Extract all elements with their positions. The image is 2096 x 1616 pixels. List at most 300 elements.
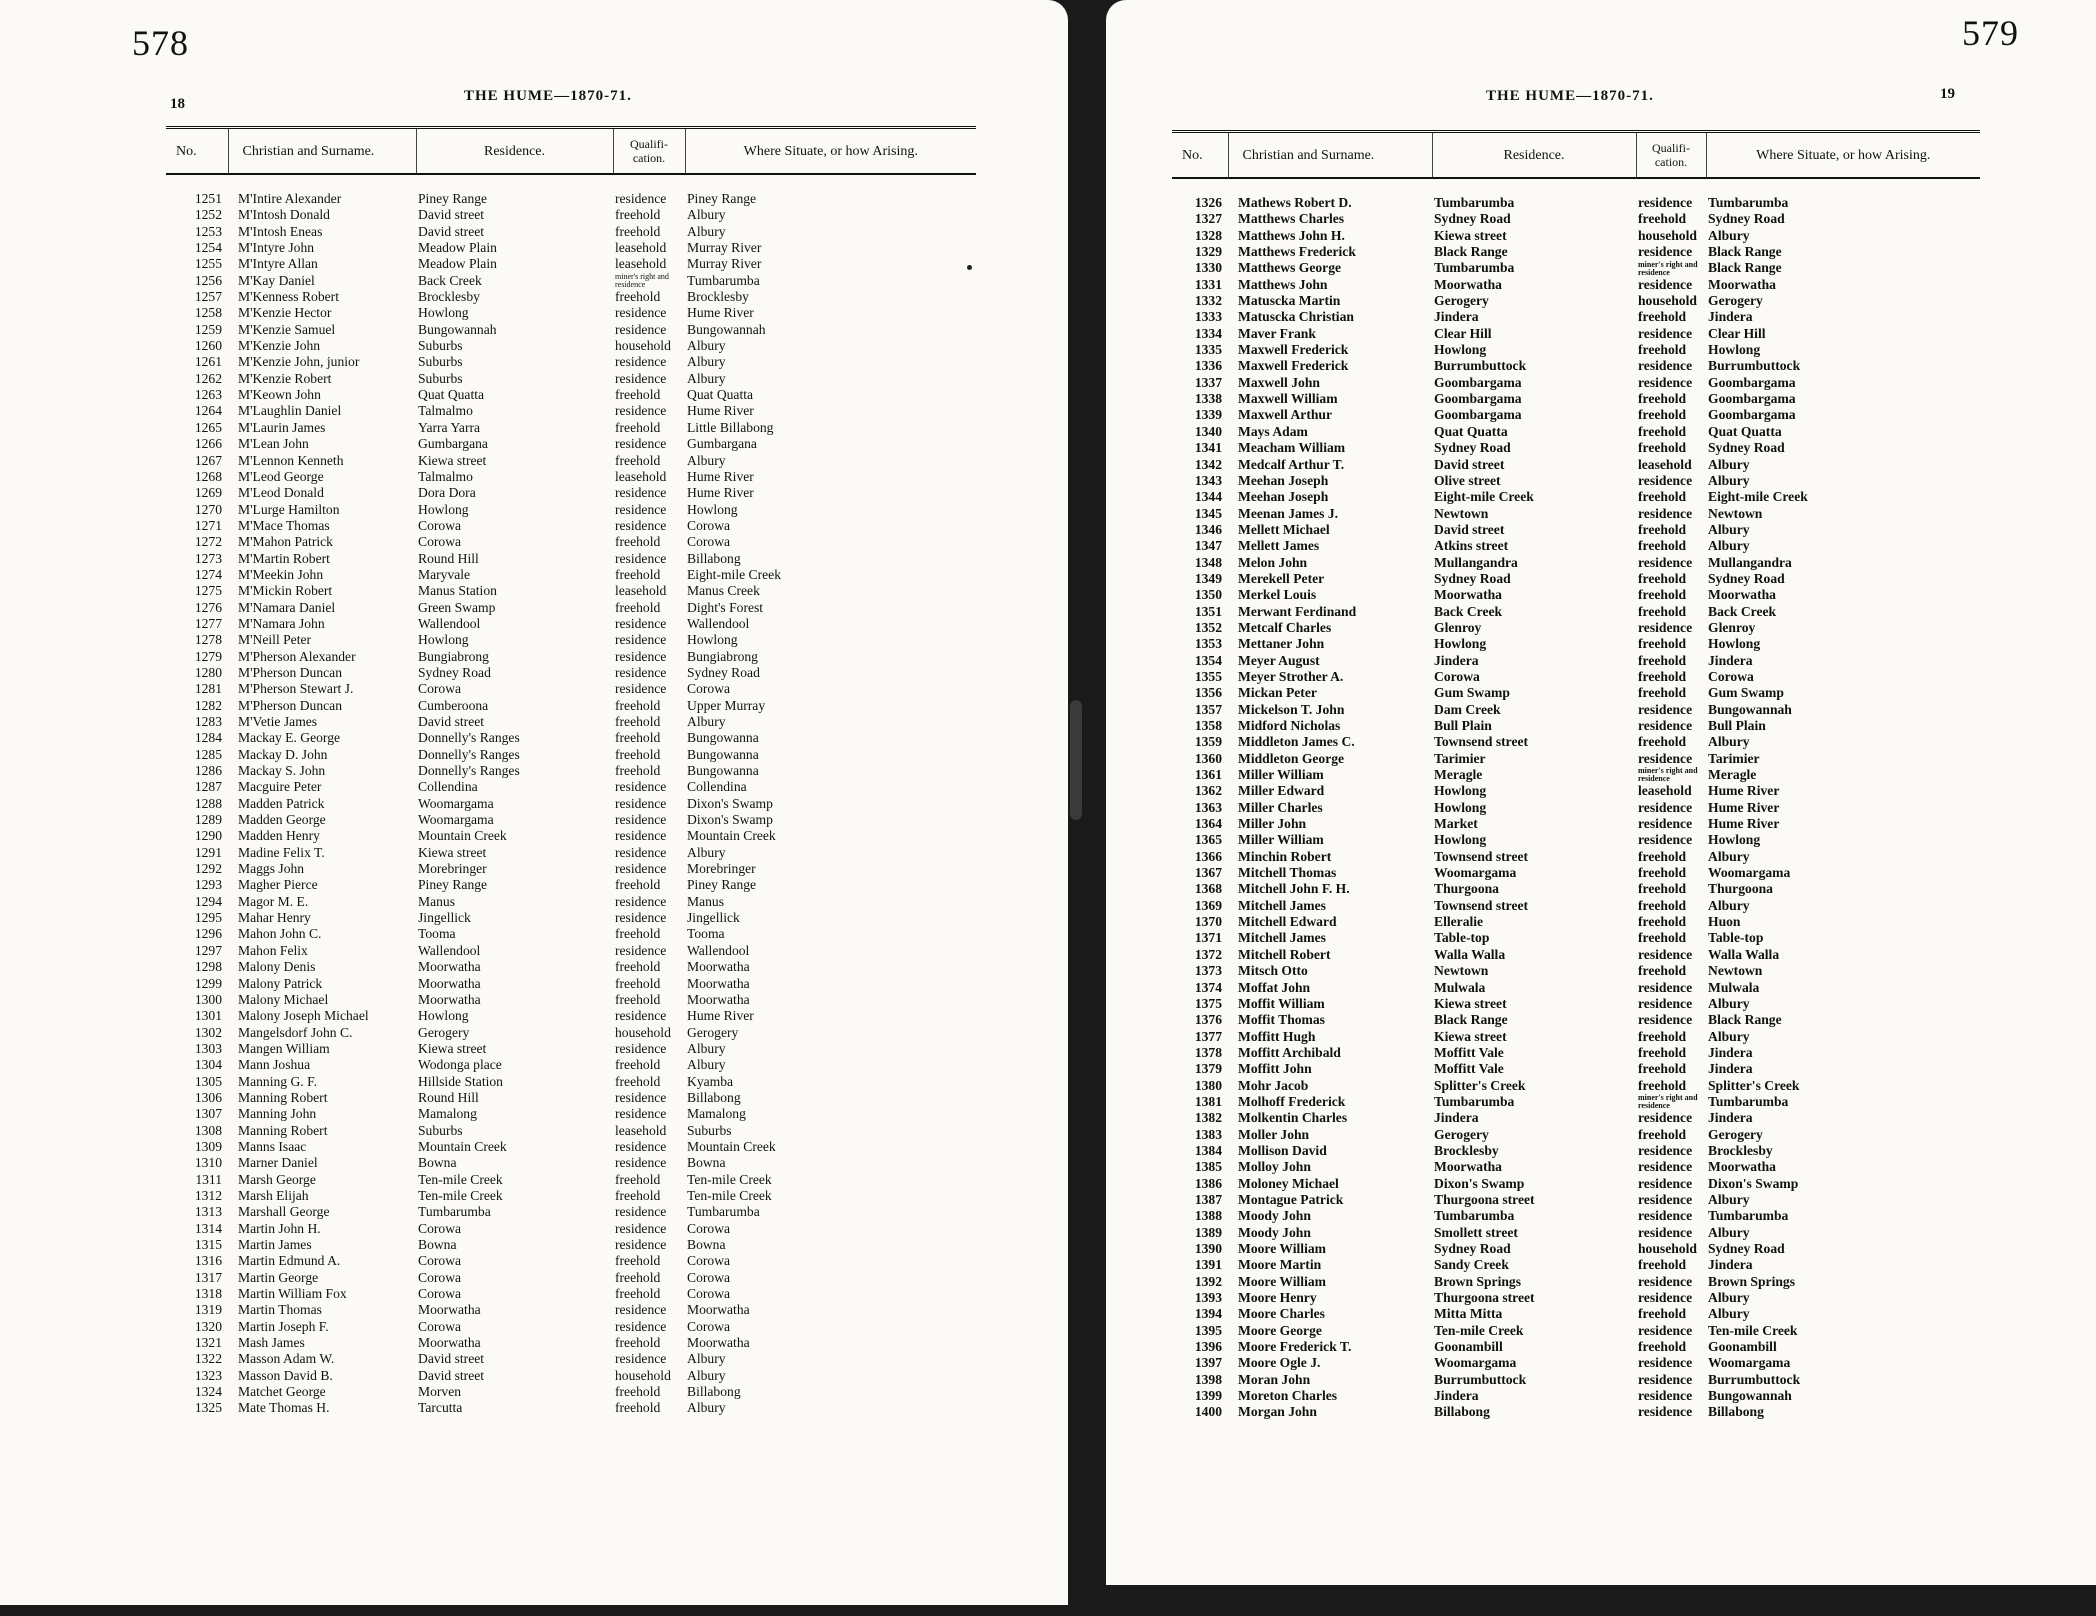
entry-name: Maggs John	[238, 861, 305, 877]
entry-residence: Jindera	[1434, 652, 1479, 668]
entry-situation: Tumbarumba	[1708, 1093, 1789, 1109]
entry-name: Marshall George	[238, 1204, 330, 1220]
table-row	[166, 779, 976, 795]
entry-situation: Bungowanna	[687, 763, 759, 779]
entry-number: 1280	[194, 664, 222, 680]
entry-name: Madden Henry	[238, 828, 320, 844]
entry-residence: Round Hill	[418, 550, 479, 566]
entry-residence: Suburbs	[418, 370, 463, 386]
entry-name: Matuscka Christian	[1238, 309, 1354, 325]
entry-situation: Splitter's Creek	[1708, 1077, 1800, 1093]
entry-name: Metcalf Charles	[1238, 619, 1332, 635]
entry-name: Meehan Joseph	[1238, 489, 1329, 505]
entry-qualification: residence	[615, 436, 667, 452]
entry-qualification: residence	[615, 354, 667, 370]
entry-name: Molloy John	[1238, 1159, 1311, 1175]
entry-qualification: residence	[615, 1008, 667, 1024]
entry-number: 1318	[194, 1286, 222, 1302]
entry-qualification: miner's right and residence	[1638, 260, 1698, 277]
entry-qualification: freehold	[1638, 1257, 1687, 1273]
entry-name: Moffit William	[1238, 995, 1325, 1011]
entry-situation: Albury	[687, 338, 726, 354]
entry-name: Mahon John C.	[238, 926, 322, 942]
entry-name: Maxwell John	[1238, 374, 1320, 390]
entry-name: Molkentin Charles	[1238, 1110, 1348, 1126]
entry-number: 1396	[1194, 1339, 1222, 1355]
entry-residence: Smollett street	[1434, 1224, 1518, 1240]
entry-number: 1394	[1194, 1306, 1222, 1322]
entry-number: 1360	[1194, 750, 1222, 766]
entry-residence: Morebringer	[418, 861, 487, 877]
entry-residence: Corowa	[418, 1269, 462, 1285]
entry-qualification: residence	[1638, 1371, 1693, 1387]
entry-number: 1345	[1194, 505, 1222, 521]
entry-qualification: residence	[615, 1351, 667, 1367]
entry-number: 1306	[194, 1089, 222, 1105]
table-row	[166, 420, 976, 436]
entry-qualification: freehold	[615, 877, 661, 893]
table-row	[1172, 1176, 1980, 1192]
entry-number: 1336	[1194, 358, 1222, 374]
entry-qualification: miner's right and residence	[1638, 767, 1698, 784]
entry-situation: Clear Hill	[1708, 325, 1766, 341]
column-header-situation: Where Situate, or how Arising.	[685, 128, 976, 175]
table-row	[1172, 963, 1980, 979]
entry-number: 1341	[1194, 440, 1222, 456]
entry-name: Mackay D. John	[238, 746, 328, 762]
entry-name: Masson Adam W.	[238, 1351, 335, 1367]
table-row	[1172, 277, 1980, 293]
entry-name: Matuscka Martin	[1238, 293, 1341, 309]
entry-residence: Sandy Creek	[1434, 1257, 1509, 1273]
entry-number: 1325	[194, 1400, 222, 1416]
table-row	[1172, 1225, 1980, 1241]
entry-name: Moloney Michael	[1238, 1175, 1339, 1191]
entry-residence: Table-top	[1434, 930, 1490, 946]
entry-number: 1367	[1194, 865, 1222, 881]
right-page	[1106, 0, 2096, 1585]
table-row	[1172, 506, 1980, 522]
entry-number: 1340	[1194, 423, 1222, 439]
entry-number: 1348	[1194, 554, 1222, 570]
entry-qualification: household	[1638, 227, 1697, 243]
entry-qualification: freehold	[1638, 668, 1687, 684]
entry-name: Moore Ogle J.	[1238, 1355, 1321, 1371]
entry-number: 1379	[1194, 1061, 1222, 1077]
entry-name: Miller John	[1238, 816, 1307, 832]
entry-situation: Gum Swamp	[1708, 685, 1784, 701]
entry-residence: Piney Range	[418, 191, 488, 206]
table-row	[1172, 1078, 1980, 1094]
entry-name: Malony Denis	[238, 959, 316, 975]
table-row	[1172, 1208, 1980, 1224]
entry-number: 1349	[1194, 570, 1222, 586]
entry-residence: Corowa	[418, 534, 462, 550]
entry-qualification: residence	[615, 191, 667, 206]
entry-residence: Moorwatha	[418, 991, 481, 1007]
entry-situation: Bowna	[687, 1237, 726, 1252]
table-row	[1172, 1045, 1980, 1061]
entry-residence: Moorwatha	[418, 959, 481, 975]
entry-residence: Bungiabrong	[418, 648, 489, 664]
entry-qualification: leasehold	[1638, 456, 1692, 472]
entry-name: Merwant Ferdinand	[1238, 603, 1357, 619]
entry-number: 1333	[1194, 309, 1222, 325]
entry-residence: Woomargama	[418, 812, 494, 828]
table-row	[1172, 407, 1980, 423]
table-row	[1172, 571, 1980, 587]
entry-name: M'Kenzie Samuel	[238, 321, 336, 337]
entry-name: Moody John	[1238, 1224, 1311, 1240]
entry-number: 1281	[194, 681, 222, 697]
entry-number: 1328	[1194, 227, 1222, 243]
entry-residence: Newtown	[1434, 963, 1489, 979]
entry-situation: Corowa	[687, 534, 731, 550]
entry-situation: Hume River	[687, 485, 754, 501]
entry-situation: Sydney Road	[1708, 1241, 1785, 1256]
entry-qualification: residence	[615, 1155, 667, 1171]
entry-number: 1357	[1194, 701, 1222, 717]
entry-qualification: residence	[615, 1220, 667, 1236]
entry-residence: Eight-mile Creek	[1434, 489, 1534, 505]
entry-residence: Howlong	[1434, 342, 1487, 358]
entry-number: 1372	[1194, 946, 1222, 962]
entry-number: 1364	[1194, 816, 1222, 832]
table-row	[166, 845, 976, 861]
entry-situation: Albury	[687, 1367, 726, 1383]
entry-situation: Wallendool	[687, 942, 750, 958]
entry-name: M'Intyre John	[238, 240, 315, 256]
entry-qualification: residence	[1638, 1290, 1693, 1306]
table-row	[166, 387, 976, 403]
entry-qualification: freehold	[615, 534, 661, 550]
entry-situation: Sydney Road	[1708, 440, 1785, 456]
entry-residence: Gerogery	[1434, 1126, 1489, 1142]
entry-name: M'Leod Donald	[238, 485, 324, 501]
table-row	[166, 1221, 976, 1237]
entry-number: 1282	[194, 697, 222, 713]
entry-name: Moore William	[1238, 1273, 1326, 1289]
table-row	[1172, 604, 1980, 620]
entry-residence: Moorwatha	[418, 1302, 481, 1318]
table-row	[166, 436, 976, 452]
table-row	[166, 730, 976, 746]
entry-residence: Moorwatha	[1434, 587, 1502, 603]
entry-residence: Sydney Road	[1434, 211, 1511, 227]
entry-number: 1321	[194, 1335, 222, 1351]
entry-qualification: residence	[615, 1138, 667, 1154]
table-row	[166, 1204, 976, 1220]
entry-name: Meenan James J.	[1238, 505, 1339, 521]
entry-qualification: freehold	[615, 1384, 661, 1400]
entry-name: M'Mickin Robert	[238, 583, 333, 599]
entry-residence: Donnelly's Ranges	[418, 746, 520, 762]
entry-situation: Albury	[1708, 995, 1750, 1011]
table-row	[166, 828, 976, 844]
entry-residence: Mullangandra	[1434, 554, 1518, 570]
entry-number: 1266	[194, 436, 222, 452]
entry-qualification: residence	[615, 1237, 667, 1252]
entry-residence: Burrumbuttock	[1434, 1371, 1527, 1387]
entry-residence: Tumbarumba	[1434, 1208, 1515, 1224]
entry-number: 1314	[194, 1220, 222, 1236]
table-row	[166, 1008, 976, 1024]
entry-number: 1301	[194, 1008, 222, 1024]
entry-situation: Mulwala	[1708, 979, 1760, 995]
entry-qualification: leasehold	[615, 256, 667, 272]
entry-number: 1303	[194, 1040, 222, 1056]
entry-residence: Maryvale	[418, 566, 471, 582]
entry-number: 1352	[1194, 619, 1222, 635]
entry-number: 1260	[194, 338, 222, 354]
entry-residence: Newtown	[1434, 505, 1489, 521]
entry-situation: Wallendool	[687, 615, 750, 631]
entry-situation: Albury	[1708, 1028, 1750, 1044]
entry-qualification: freehold	[1638, 636, 1687, 652]
table-row	[1172, 538, 1980, 554]
entry-residence: Moorwatha	[1434, 1159, 1502, 1175]
entry-residence: Howlong	[418, 501, 469, 517]
entry-qualification: residence	[615, 321, 667, 337]
entry-name: Mellett Michael	[1238, 521, 1330, 537]
entry-residence: Talmalmo	[418, 468, 473, 484]
entry-residence: Gum Swamp	[1434, 685, 1510, 701]
table-row	[1172, 734, 1980, 750]
entry-qualification: freehold	[1638, 603, 1687, 619]
entry-number: 1361	[1194, 767, 1222, 783]
entry-situation: Albury	[1708, 472, 1750, 488]
entry-number: 1365	[1194, 832, 1222, 848]
entry-name: Madden George	[238, 812, 326, 828]
entry-situation: Tumbarumba	[1708, 1208, 1789, 1224]
entry-name: Matthews John H.	[1238, 227, 1345, 243]
entry-number: 1395	[1194, 1322, 1222, 1338]
entry-residence: Townsend street	[1434, 897, 1529, 913]
column-header-number: No.	[166, 128, 228, 175]
entry-qualification: freehold	[615, 566, 661, 582]
table-row	[166, 583, 976, 599]
table-row	[1172, 636, 1980, 652]
entry-name: M'Kenzie Robert	[238, 370, 332, 386]
entry-name: Maxwell Frederick	[1238, 358, 1349, 374]
table-row	[1172, 473, 1980, 489]
entry-qualification: freehold	[1638, 570, 1687, 586]
entry-number: 1378	[1194, 1044, 1222, 1060]
entry-number: 1310	[194, 1155, 222, 1171]
entry-qualification: household	[615, 338, 671, 354]
entry-residence: Brocklesby	[418, 289, 480, 305]
entry-qualification: residence	[615, 795, 667, 811]
table-row	[1172, 767, 1980, 783]
entry-number: 1381	[1194, 1093, 1222, 1109]
entry-name: Malony Patrick	[238, 975, 323, 991]
table-row	[166, 747, 976, 763]
entry-name: Mash James	[238, 1335, 305, 1351]
table-row	[1172, 1143, 1980, 1159]
entry-residence: Sydney Road	[418, 664, 491, 680]
entry-number: 1344	[1194, 489, 1222, 505]
entry-name: M'Pherson Stewart J.	[238, 681, 354, 697]
entry-qualification: residence	[1638, 1322, 1693, 1338]
entry-number: 1269	[194, 485, 222, 501]
entry-situation: Albury	[1708, 1306, 1750, 1322]
table-row	[1172, 816, 1980, 832]
entry-qualification: freehold	[1638, 211, 1687, 227]
folio-number: 578	[132, 23, 189, 63]
entry-situation: Piney Range	[687, 877, 757, 893]
page-number: 18	[170, 96, 185, 112]
entry-name: Moller John	[1238, 1126, 1310, 1142]
entry-situation: Goombargama	[1708, 391, 1796, 407]
entry-residence: Morven	[418, 1384, 462, 1400]
entry-situation: Goombargama	[1708, 374, 1796, 390]
table-row	[1172, 1012, 1980, 1028]
entry-residence: Thurgoona street	[1434, 1290, 1535, 1306]
entry-residence: David street	[418, 1367, 485, 1383]
entry-residence: Mamalong	[418, 1106, 477, 1122]
entry-qualification: residence	[615, 1302, 667, 1318]
entry-name: Merkel Louis	[1238, 587, 1317, 603]
entry-situation: Albury	[687, 1351, 726, 1367]
entry-residence: Dixon's Swamp	[1434, 1175, 1525, 1191]
entry-qualification: freehold	[615, 289, 661, 305]
entry-number: 1329	[1194, 244, 1222, 260]
entry-situation: Albury	[687, 714, 726, 729]
entry-situation: Murray River	[687, 240, 762, 256]
entry-situation: Corowa	[687, 1286, 731, 1302]
entry-number: 1279	[194, 648, 222, 664]
entry-residence: Corowa	[1434, 668, 1480, 684]
entry-residence: Hillside Station	[418, 1073, 503, 1089]
table-row	[166, 714, 976, 730]
entry-qualification: residence	[1638, 995, 1693, 1011]
entry-situation: Albury	[1708, 1224, 1750, 1240]
entry-name: Moody John	[1238, 1208, 1311, 1224]
entry-residence: Goombargama	[1434, 391, 1522, 407]
entry-number: 1273	[194, 550, 222, 566]
entry-qualification: freehold	[1638, 538, 1687, 554]
entry-residence: Corowa	[418, 1286, 462, 1302]
entry-situation: Corowa	[687, 517, 731, 533]
column-header-residence: Residence.	[1432, 132, 1636, 179]
entry-situation: Tarimier	[1708, 750, 1760, 766]
entry-situation: Jindera	[1708, 1257, 1753, 1273]
entry-number: 1398	[1194, 1371, 1222, 1387]
entry-number: 1268	[194, 468, 222, 484]
entry-qualification: residence	[1638, 374, 1693, 390]
entry-number: 1259	[194, 321, 222, 337]
entry-residence: Bowna	[418, 1237, 457, 1252]
entry-number: 1385	[1194, 1159, 1222, 1175]
entry-situation: Billabong	[687, 550, 741, 566]
entry-number: 1263	[194, 387, 222, 403]
entry-qualification: residence	[615, 893, 667, 909]
entry-residence: Gerogery	[418, 1024, 470, 1040]
entry-number: 1355	[1194, 668, 1222, 684]
entry-name: Marsh Elijah	[238, 1187, 309, 1203]
entry-residence: Howlong	[418, 1008, 469, 1024]
entry-situation: Moorwatha	[1708, 587, 1776, 603]
entry-residence: Back Creek	[418, 272, 482, 288]
table-row	[1172, 1192, 1980, 1208]
entry-number: 1302	[194, 1024, 222, 1040]
entry-situation: Moorwatha	[687, 959, 750, 975]
column-header-name: Christian and Surname.	[228, 128, 416, 175]
entry-situation: Mamalong	[687, 1106, 746, 1122]
entry-residence: Tarcutta	[418, 1400, 463, 1416]
entry-qualification: freehold	[615, 599, 661, 615]
entry-number: 1356	[1194, 685, 1222, 701]
entry-residence: Mountain Creek	[418, 828, 507, 844]
entry-situation: Billabong	[687, 1384, 741, 1400]
entry-residence: Kiewa street	[1434, 995, 1507, 1011]
entry-qualification: residence	[1638, 244, 1693, 260]
entry-name: Maxwell Frederick	[1238, 342, 1349, 358]
entry-name: M'Lurge Hamilton	[238, 501, 340, 517]
entry-name: Matthews Frederick	[1238, 244, 1356, 260]
table-row	[1172, 1355, 1980, 1371]
entry-number: 1362	[1194, 783, 1222, 799]
entry-situation: Bungowannah	[1708, 701, 1792, 717]
entry-qualification: freehold	[615, 1057, 661, 1073]
table-row	[1172, 211, 1980, 227]
entry-qualification: freehold	[1638, 652, 1687, 668]
entry-name: M'Kay Daniel	[238, 272, 315, 288]
entry-qualification: residence	[1638, 1355, 1693, 1371]
table-row	[1172, 1339, 1980, 1355]
entry-number: 1326	[1194, 195, 1222, 210]
entry-qualification: freehold	[1638, 1339, 1687, 1355]
entry-situation: Moorwatha	[687, 1335, 750, 1351]
entry-number: 1327	[1194, 211, 1222, 227]
entry-qualification: household	[615, 1024, 671, 1040]
entry-situation: Bungowanna	[687, 746, 759, 762]
entry-situation: Hume River	[1708, 816, 1780, 832]
entry-situation: Mountain Creek	[687, 828, 776, 844]
table-row	[1172, 342, 1980, 358]
entry-qualification: freehold	[1638, 521, 1687, 537]
entry-qualification: residence	[1638, 799, 1693, 815]
entry-residence: Woomargama	[1434, 1355, 1517, 1371]
entry-residence: Kiewa street	[1434, 227, 1507, 243]
entry-qualification: residence	[615, 861, 667, 877]
table-row	[166, 338, 976, 354]
entry-situation: Jindera	[1708, 309, 1753, 325]
entry-qualification: freehold	[1638, 1306, 1687, 1322]
table-row	[1172, 800, 1980, 816]
entry-number: 1386	[1194, 1175, 1222, 1191]
table-row	[166, 1253, 976, 1269]
entry-residence: Burrumbuttock	[1434, 358, 1527, 374]
entry-residence: Brocklesby	[1434, 1142, 1499, 1158]
entry-residence: Billabong	[1434, 1404, 1490, 1420]
entry-qualification: leasehold	[1638, 783, 1692, 799]
table-row	[1172, 1061, 1980, 1077]
entry-name: M'Martin Robert	[238, 550, 330, 566]
table-row	[1172, 260, 1980, 276]
table-row	[166, 453, 976, 469]
table-row	[1172, 914, 1980, 930]
entry-number: 1313	[194, 1204, 222, 1220]
entry-number: 1283	[194, 714, 222, 729]
entry-residence: Howlong	[418, 305, 469, 321]
entry-qualification: freehold	[1638, 489, 1687, 505]
entry-name: Mitchell Edward	[1238, 914, 1337, 930]
entry-qualification: residence	[615, 501, 667, 517]
entry-name: Mitchell Robert	[1238, 946, 1331, 962]
table-row	[1172, 1323, 1980, 1339]
entry-residence: Moorwatha	[1434, 276, 1502, 292]
